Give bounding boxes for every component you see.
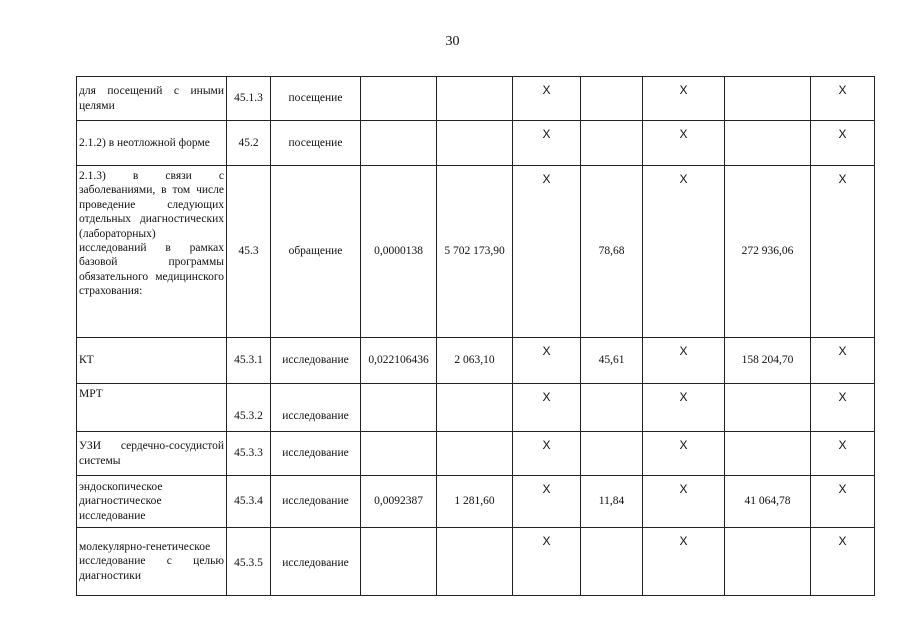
x-mark: X [643, 77, 725, 121]
cost-cell: 2 063,10 [437, 338, 513, 384]
code-cell: 45.1.3 [227, 77, 271, 121]
x-mark: X [643, 166, 725, 338]
total-cell [725, 528, 811, 596]
cost-cell [437, 77, 513, 121]
code-cell: 45.2 [227, 121, 271, 166]
x-mark: X [513, 528, 581, 596]
tariff-table [76, 76, 875, 596]
per-capita-cell [581, 121, 643, 166]
total-cell [725, 77, 811, 121]
x-mark: X [811, 166, 875, 338]
unit-cell: посещение [271, 121, 361, 166]
x-mark: X [643, 432, 725, 476]
table-row [77, 77, 875, 121]
table-row [77, 528, 875, 596]
code-cell: 45.3.5 [227, 528, 271, 596]
x-mark: X [513, 476, 581, 528]
cost-cell [437, 528, 513, 596]
table-row [77, 166, 875, 338]
per-capita-cell [581, 384, 643, 432]
cost-cell [437, 384, 513, 432]
normative-cell [361, 384, 437, 432]
table-row [77, 432, 875, 476]
cost-cell: 1 281,60 [437, 476, 513, 528]
x-mark: X [513, 432, 581, 476]
unit-cell: исследование [271, 384, 361, 432]
total-cell [725, 432, 811, 476]
x-mark: X [643, 338, 725, 384]
x-mark: X [513, 166, 581, 338]
total-cell: 41 064,78 [725, 476, 811, 528]
x-mark: X [513, 121, 581, 166]
x-mark: X [811, 528, 875, 596]
per-capita-cell: 45,61 [581, 338, 643, 384]
cost-cell [437, 432, 513, 476]
total-cell [725, 384, 811, 432]
x-mark: X [811, 432, 875, 476]
per-capita-cell: 78,68 [581, 166, 643, 338]
per-capita-cell [581, 432, 643, 476]
unit-cell: посещение [271, 77, 361, 121]
normative-cell: 0,0000138 [361, 166, 437, 338]
total-cell [725, 121, 811, 166]
service-name-cell: 2.1.3) в связи с заболеваниями, в том числе проведение следующих отдельных диагностических (лабораторных) исследований в рамках базовой программы обязательного медицинского страхования: [77, 166, 227, 338]
unit-cell: обращение [271, 166, 361, 338]
per-capita-cell [581, 528, 643, 596]
unit-cell: исследование [271, 338, 361, 384]
unit-cell: исследование [271, 432, 361, 476]
x-mark: X [643, 528, 725, 596]
normative-cell [361, 121, 437, 166]
code-cell: 45.3.3 [227, 432, 271, 476]
x-mark: X [811, 476, 875, 528]
cost-cell: 5 702 173,90 [437, 166, 513, 338]
normative-cell [361, 77, 437, 121]
x-mark: X [513, 384, 581, 432]
code-cell: 45.3.4 [227, 476, 271, 528]
page-number: 30 [445, 34, 460, 49]
service-name-cell: УЗИ сердечно-сосудистой системы [77, 432, 227, 476]
x-mark: X [811, 338, 875, 384]
x-mark: X [513, 338, 581, 384]
table-row [77, 384, 875, 432]
service-name-cell: для посещений с иными целями [77, 77, 227, 121]
normative-cell: 0,022106436 [361, 338, 437, 384]
x-mark: X [811, 384, 875, 432]
service-name-cell: эндоскопическое диагностическое исследование [77, 476, 227, 528]
code-cell: 45.3 [227, 166, 271, 338]
normative-cell [361, 528, 437, 596]
per-capita-cell: 11,84 [581, 476, 643, 528]
total-cell: 158 204,70 [725, 338, 811, 384]
table-row [77, 476, 875, 528]
table-row [77, 121, 875, 166]
service-name-cell: 2.1.2) в неотложной форме [77, 121, 227, 166]
x-mark: X [643, 476, 725, 528]
service-name-cell: МРТ [77, 384, 227, 432]
per-capita-cell [581, 77, 643, 121]
code-cell: 45.3.1 [227, 338, 271, 384]
table-row [77, 338, 875, 384]
x-mark: X [643, 121, 725, 166]
normative-cell [361, 432, 437, 476]
x-mark: X [811, 77, 875, 121]
code-cell: 45.3.2 [227, 384, 271, 432]
x-mark: X [513, 77, 581, 121]
unit-cell: исследование [271, 528, 361, 596]
cost-cell [437, 121, 513, 166]
x-mark: X [643, 384, 725, 432]
total-cell: 272 936,06 [725, 166, 811, 338]
unit-cell: исследование [271, 476, 361, 528]
normative-cell: 0,0092387 [361, 476, 437, 528]
service-name-cell: КТ [77, 338, 227, 384]
service-name-cell: молекулярно-генетическое исследование с целью диагностики [77, 528, 227, 596]
x-mark: X [811, 121, 875, 166]
